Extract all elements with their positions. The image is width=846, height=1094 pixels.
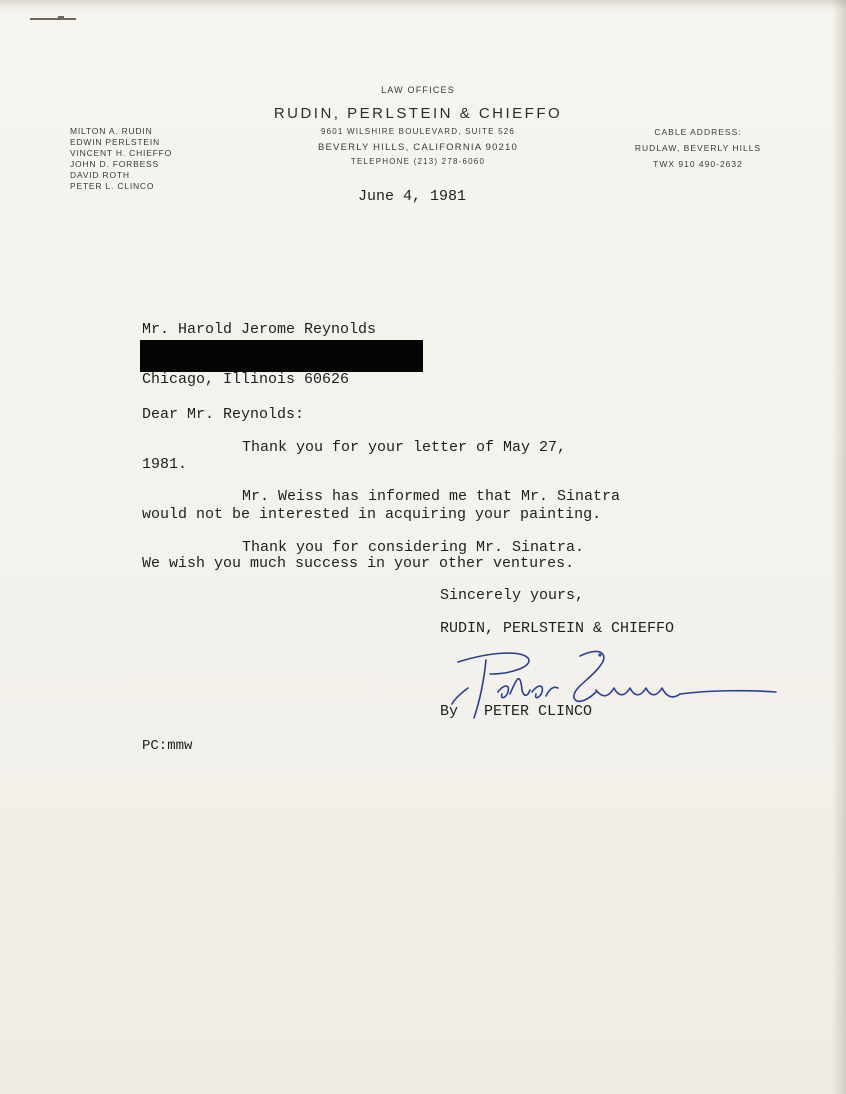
letter-date: June 4, 1981 [358, 188, 467, 205]
twx-number: TWX 910 490-2632 [653, 159, 743, 169]
redacted-street-address [140, 340, 423, 372]
recipient-city: Chicago, Illinois 60626 [142, 371, 350, 388]
signer-name: PETER CLINCO [484, 703, 593, 720]
partner-name: JOHN D. FORBESS [70, 159, 159, 169]
law-offices-label: LAW OFFICES [381, 85, 455, 95]
firm-street-address: 9601 WILSHIRE BOULEVARD, SUITE 526 [320, 127, 516, 136]
firm-city-address: BEVERLY HILLS, CALIFORNIA 90210 [317, 142, 518, 153]
paragraph-2-line-2: would not be interested in acquiring your painting. [142, 506, 602, 523]
cable-label: CABLE ADDRESS: [654, 127, 742, 137]
recipient-name: Mr. Harold Jerome Reynolds [142, 321, 377, 338]
closing: Sincerely yours, [440, 587, 585, 604]
partner-name: MILTON A. RUDIN [70, 126, 153, 136]
paragraph-3-line-1: Thank you for considering Mr. Sinatra. [242, 539, 585, 556]
partner-name: EDWIN PERLSTEIN [70, 137, 160, 147]
paragraph-1-line-2: 1981. [142, 456, 188, 473]
staple-mark [30, 18, 76, 20]
by-label: By [440, 703, 459, 720]
signature-firm-name: RUDIN, PERLSTEIN & CHIEFFO [440, 620, 675, 637]
paper-edge-right [832, 0, 846, 1094]
partner-name: VINCENT H. CHIEFFO [70, 148, 173, 158]
paragraph-1-line-1: Thank you for your letter of May 27, [242, 439, 567, 456]
partner-name: PETER L. CLINCO [70, 181, 155, 191]
cable-address: RUDLAW, BEVERLY HILLS [634, 143, 762, 153]
salutation: Dear Mr. Reynolds: [142, 406, 305, 423]
partner-name: DAVID ROTH [70, 170, 130, 180]
paper-edge-top [0, 0, 846, 10]
staple-mark-dot [58, 16, 64, 18]
paragraph-2-line-1: Mr. Weiss has informed me that Mr. Sinatra [242, 488, 621, 505]
firm-name-heading: RUDIN, PERLSTEIN & CHIEFFO [273, 105, 563, 122]
cable-block [616, 124, 780, 172]
paragraph-3-line-2: We wish you much success in your other ventures. [142, 555, 575, 572]
typist-initials: PC:mmw [142, 738, 193, 754]
partner-list [70, 126, 172, 192]
firm-telephone: TELEPHONE (213) 278-6060 [350, 157, 486, 166]
